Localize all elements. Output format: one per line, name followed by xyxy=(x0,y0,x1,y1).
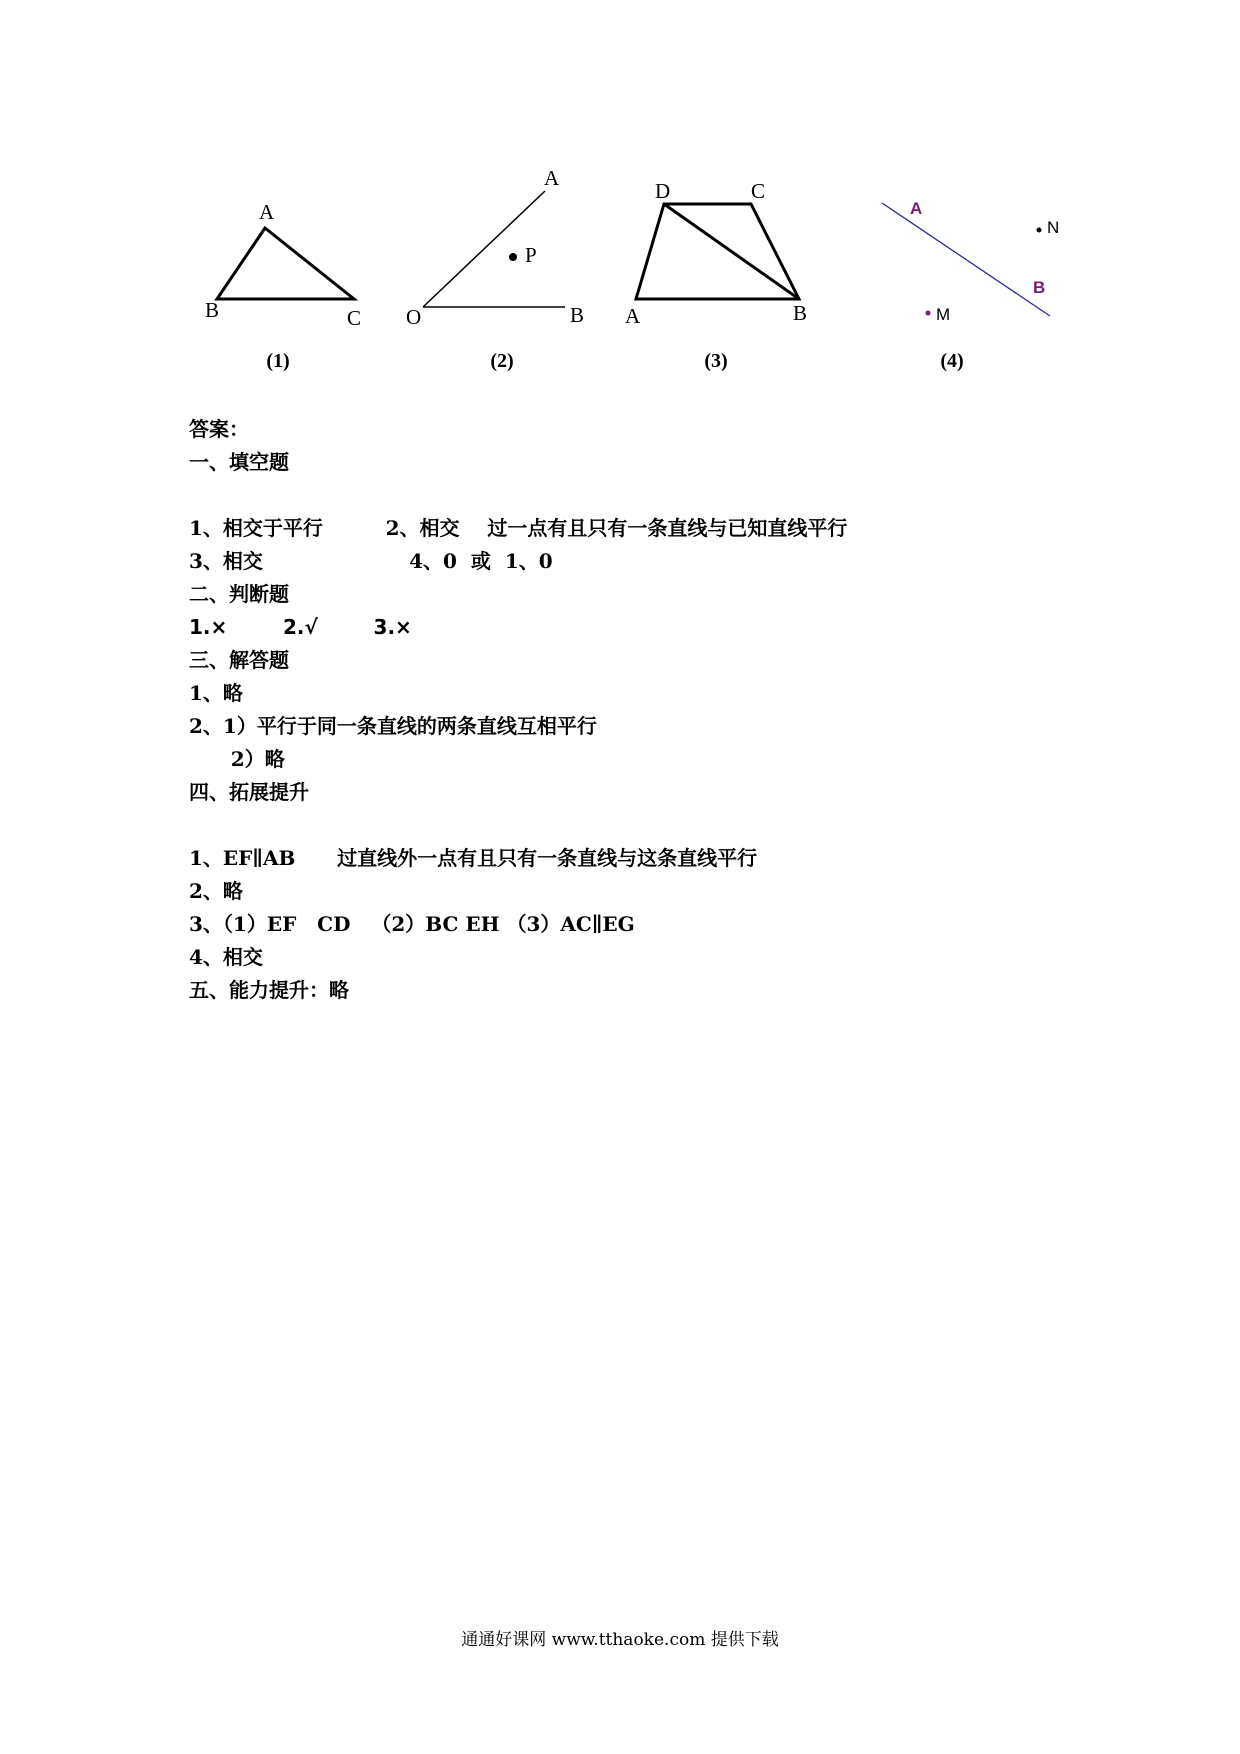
label-a: A xyxy=(544,166,560,190)
solution-1: 1、略 xyxy=(189,681,243,705)
label-b: B xyxy=(205,298,220,322)
figure-1-triangle xyxy=(190,195,380,335)
trapezoid-abcd xyxy=(636,204,799,299)
section-extension: 四、拓展提升 xyxy=(189,780,309,804)
judgement-answers: 1.× 2.√ 3.× xyxy=(189,615,412,639)
label-c: C xyxy=(347,306,362,330)
label-c: C xyxy=(751,179,766,203)
figure-4-line-points xyxy=(865,190,1075,335)
label-a: A xyxy=(625,304,641,328)
section-ability: 五、能力提升：略 xyxy=(189,978,349,1002)
triangle-abc xyxy=(217,228,354,299)
label-n: N xyxy=(1047,218,1060,237)
footer-source: 通通好课网 www.tthaoke.com 提供下载 xyxy=(461,1630,779,1650)
extension-4: 4、相交 xyxy=(189,945,263,969)
solution-2: 2、1）平行于同一条直线的两条直线互相平行 xyxy=(189,714,597,738)
section-fill-in: 一、填空题 xyxy=(189,450,289,474)
extension-1: 1、EF∥AB 过直线外一点有且只有一条直线与这条直线平行 xyxy=(189,846,758,870)
figure-2-angle xyxy=(395,165,605,335)
label-b: B xyxy=(793,301,808,325)
answers-section xyxy=(189,413,1139,1007)
point-m xyxy=(926,311,931,316)
label-p: P xyxy=(525,243,537,267)
section-solutions: 三、解答题 xyxy=(189,648,289,672)
extension-3: 3、（1）EF CD （2）BC EH （3）AC∥EG xyxy=(189,912,635,936)
solution-2-part-2: 2）略 xyxy=(189,747,285,771)
extension-2: 2、略 xyxy=(189,879,243,903)
caption-figure-4: (4) xyxy=(940,350,964,372)
label-b: B xyxy=(1033,278,1046,297)
caption-figure-2: (2) xyxy=(490,350,514,372)
caption-figure-1: (1) xyxy=(266,350,290,372)
label-b: B xyxy=(570,303,585,327)
point-p xyxy=(509,253,517,261)
line-ab xyxy=(882,203,1050,316)
label-d: D xyxy=(655,179,671,203)
label-m: M xyxy=(936,305,951,324)
diagonal-db xyxy=(664,204,799,299)
fill-in-line-1: 1、相交于平行 2、相交 过一点有且只有一条直线与已知直线平行 xyxy=(189,516,848,540)
label-a: A xyxy=(259,200,275,224)
caption-figure-3: (3) xyxy=(704,350,728,372)
answers-title: 答案： xyxy=(189,417,249,441)
label-o: O xyxy=(406,305,422,329)
point-n xyxy=(1037,228,1042,233)
figure-3-trapezoid xyxy=(615,175,825,335)
label-a: A xyxy=(910,199,923,218)
fill-in-line-2: 3、相交 4、0 或 1、0 xyxy=(189,549,553,573)
section-judgement: 二、判断题 xyxy=(189,582,289,606)
